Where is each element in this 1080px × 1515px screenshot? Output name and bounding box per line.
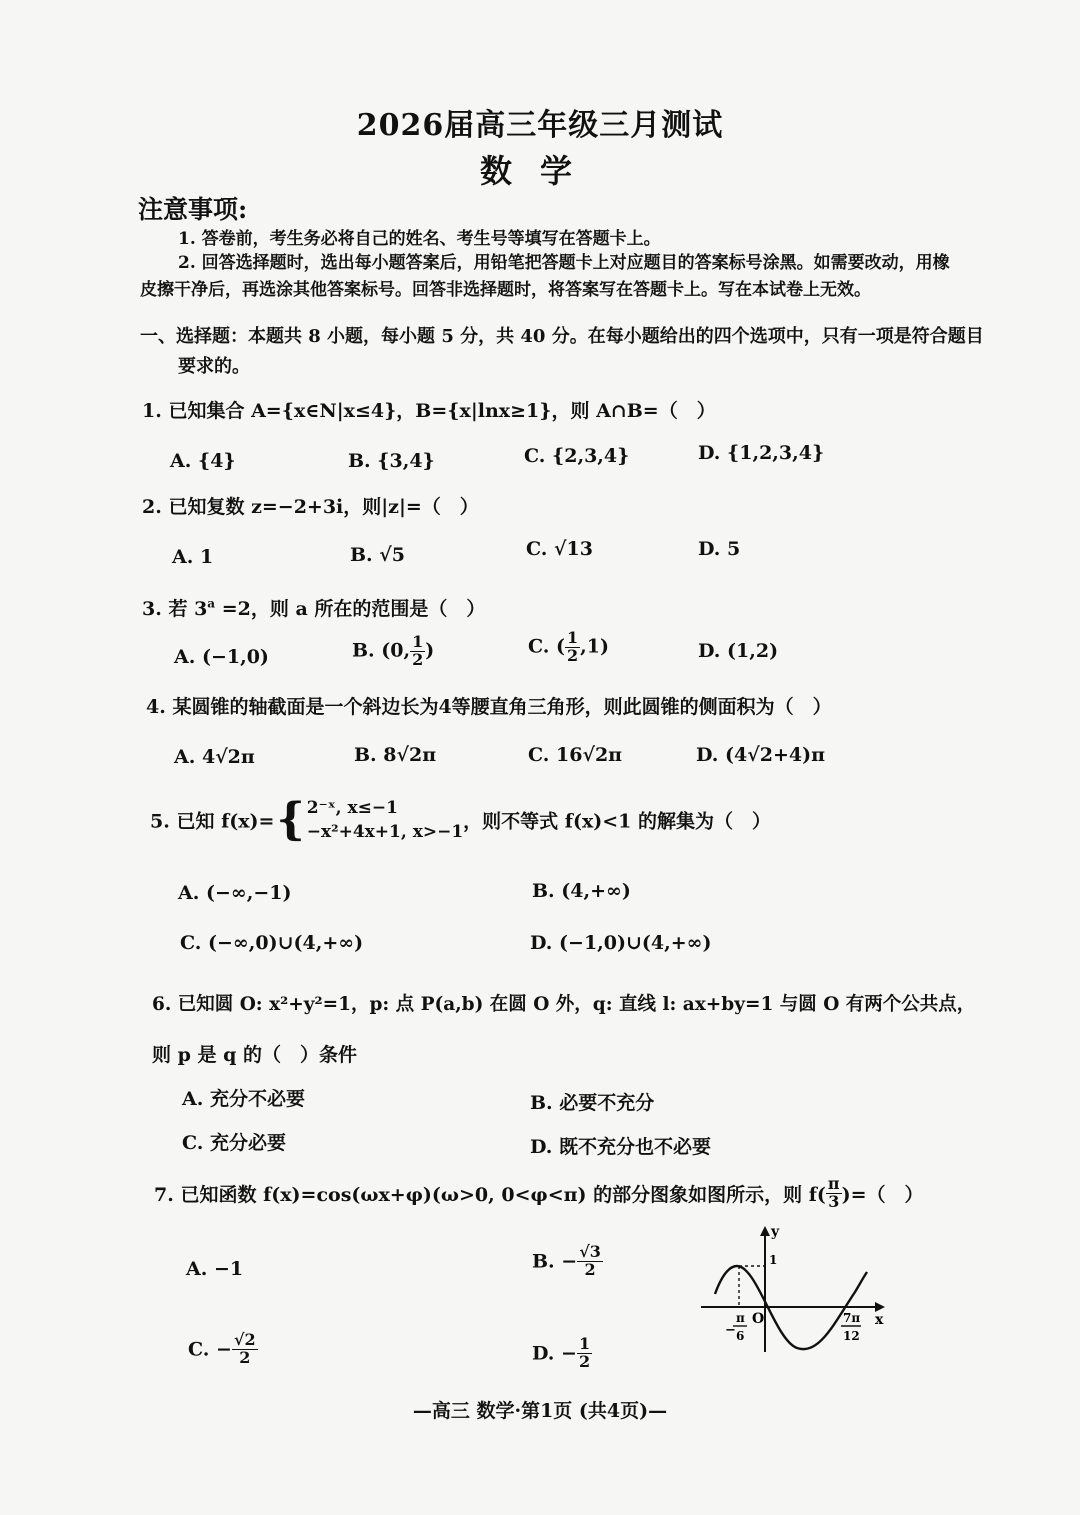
fraction-denominator: 3	[828, 1191, 840, 1211]
pos-num-label: 7π	[843, 1311, 861, 1325]
question-2: 2. 已知复数 z=−2+3i，则|z|=（ ）	[142, 496, 479, 518]
q2-option-d: D. 5	[698, 538, 741, 560]
x-axis-arrow	[875, 1302, 885, 1312]
q5-stem-post: ，则不等式 f(x)<1 的解集为（ ）	[463, 810, 772, 833]
fraction-numerator: π	[827, 1174, 840, 1193]
fraction-numerator: √3	[579, 1242, 601, 1261]
y-axis-arrow	[760, 1226, 770, 1236]
fraction-numerator: 1	[412, 632, 424, 651]
one-label: 1	[769, 1253, 778, 1267]
notice-heading: 注意事项:	[138, 195, 248, 224]
q7-option-d	[532, 1336, 592, 1371]
question-6-line-1: 6. 已知圆 O: x²+y²=1，p: 点 P(a,b) 在圆 O 外，q: 直线 l: ax+by=1 与圆 O 有两个公共点，	[152, 994, 976, 1015]
notice-item-2: 2. 回答选择题时，选出每小题答案后，用铅笔把答题卡上对应题目的答案标号涂黑。如需要改动，用橡皮擦干净后，再选涂其他答案标号。回答非选择题时，将答案写在答题卡上。写在本试卷上无效。	[140, 253, 950, 300]
q3-stem-post: =2，则 a 所在的范围是（ ）	[215, 598, 486, 620]
q7-stem-pre: 7. 已知函数 f(x)=cos(ωx+φ)(ω>0, 0<φ<π) 的部分图象如图所示，则 f(	[154, 1183, 826, 1206]
origin-label: O	[752, 1311, 765, 1327]
question-3	[142, 594, 485, 621]
q3-c-post: ,1)	[580, 635, 609, 658]
q6-option-c: C. 充分必要	[182, 1132, 287, 1154]
notice-item-1: 1. 答卷前，考生务必将自己的姓名、考生号等填写在答题卡上。	[178, 229, 661, 249]
q7-c-fraction	[232, 1332, 258, 1367]
q7-option-b	[532, 1244, 603, 1279]
fraction-denominator: 2	[239, 1347, 251, 1367]
question-7	[154, 1176, 924, 1211]
q4-option-a: A. 4√2π	[174, 746, 255, 768]
piece-2: −x²+4x+1, x>−1	[306, 822, 464, 842]
q5-option-b: B. (4,+∞)	[532, 880, 631, 902]
fraction-denominator: 2	[578, 1351, 591, 1371]
q6-option-a: A. 充分不必要	[182, 1088, 305, 1110]
q1-option-d: D. {1,2,3,4}	[698, 442, 825, 464]
q7-c-pre: C. −	[188, 1338, 232, 1361]
question-1: 1. 已知集合 A={x∈N|x≤4}，B={x|lnx≥1}，则 A∩B=（ ）	[142, 400, 716, 422]
q3-c-pre: C. (	[528, 635, 566, 658]
q3-b-pre: B. (0,	[352, 639, 411, 662]
q6-option-b: B. 必要不充分	[530, 1092, 655, 1114]
q1-option-a: A. {4}	[170, 450, 236, 472]
q1-option-c: C. {2,3,4}	[524, 445, 630, 467]
q5-option-a: A. (−∞,−1)	[178, 882, 292, 904]
question-4: 4. 某圆锥的轴截面是一个斜边长为4等腰直角三角形，则此圆锥的侧面积为（ ）	[146, 696, 832, 718]
fraction-numerator: 1	[578, 1334, 591, 1353]
fraction-numerator: 1	[567, 628, 579, 647]
piece-1: 2⁻ˣ, x≤−1	[306, 798, 398, 818]
q3-option-a: A. (−1,0)	[174, 646, 269, 668]
q3-b-fraction	[410, 634, 425, 669]
y-axis-label: y	[771, 1224, 780, 1240]
q7-b-pre: B. −	[532, 1250, 578, 1273]
q7-stem-post: )=（ ）	[841, 1183, 924, 1206]
q7-d-fraction	[577, 1336, 592, 1371]
neg-num-label: π	[736, 1311, 745, 1325]
question-5	[150, 796, 771, 844]
subject-title: 数学	[479, 152, 600, 190]
piecewise-brace: {	[276, 794, 305, 845]
section-heading: 一、选择题：本题共 8 小题，每小题 5 分，共 40 分。在每小题给出的四个选项中，只有一项是符合题目要求的。	[140, 326, 984, 377]
q7-pi-fraction	[826, 1176, 842, 1211]
q2-option-b: B. √5	[350, 544, 405, 566]
q3-option-c	[528, 630, 609, 665]
fraction-denominator: 2	[584, 1259, 596, 1279]
fraction-denominator: 2	[412, 649, 424, 669]
q3-option-d: D. (1,2)	[698, 640, 779, 662]
q7-option-c	[188, 1332, 258, 1367]
pos-den-label: 12	[843, 1329, 860, 1343]
q7-b-fraction	[577, 1244, 603, 1279]
q3-b-post: )	[425, 639, 435, 662]
q5-stem-pre: 5. 已知 f(x)=	[150, 810, 275, 833]
q2-option-a: A. 1	[172, 546, 214, 568]
cosine-graph	[695, 1222, 895, 1362]
q1-option-b: B. {3,4}	[348, 450, 435, 472]
x-axis-label: x	[875, 1312, 884, 1328]
q3-c-fraction	[565, 630, 580, 665]
question-6-line-2: 则 p 是 q 的（ ）条件	[152, 1044, 358, 1066]
exam-title: 2026届高三年级三月测试	[356, 108, 724, 143]
piecewise-cases	[307, 796, 463, 844]
fraction-numerator: √2	[233, 1330, 256, 1349]
fraction-denominator: 2	[567, 645, 579, 665]
q7-d-pre: D. −	[532, 1342, 577, 1365]
q5-option-d: D. (−1,0)∪(4,+∞)	[530, 932, 712, 954]
q3-stem-pre: 3. 若 3	[142, 598, 208, 620]
q3-option-b	[352, 634, 434, 669]
neg-den-label: 6	[736, 1329, 745, 1343]
q3-exponent: a	[207, 596, 216, 611]
q4-option-b: B. 8√2π	[354, 744, 437, 766]
page-footer: —高三 数学·第1页 (共4页)—	[412, 1400, 668, 1422]
q4-option-c: C. 16√2π	[528, 744, 623, 766]
neg-sign-label: −	[725, 1323, 736, 1338]
q5-option-c: C. (−∞,0)∪(4,+∞)	[180, 932, 364, 954]
q7-option-a: A. −1	[186, 1258, 244, 1280]
q2-option-c: C. √13	[526, 538, 593, 560]
q4-option-d: D. (4√2+4)π	[696, 744, 825, 766]
q6-option-d: D. 既不充分也不必要	[530, 1136, 712, 1158]
